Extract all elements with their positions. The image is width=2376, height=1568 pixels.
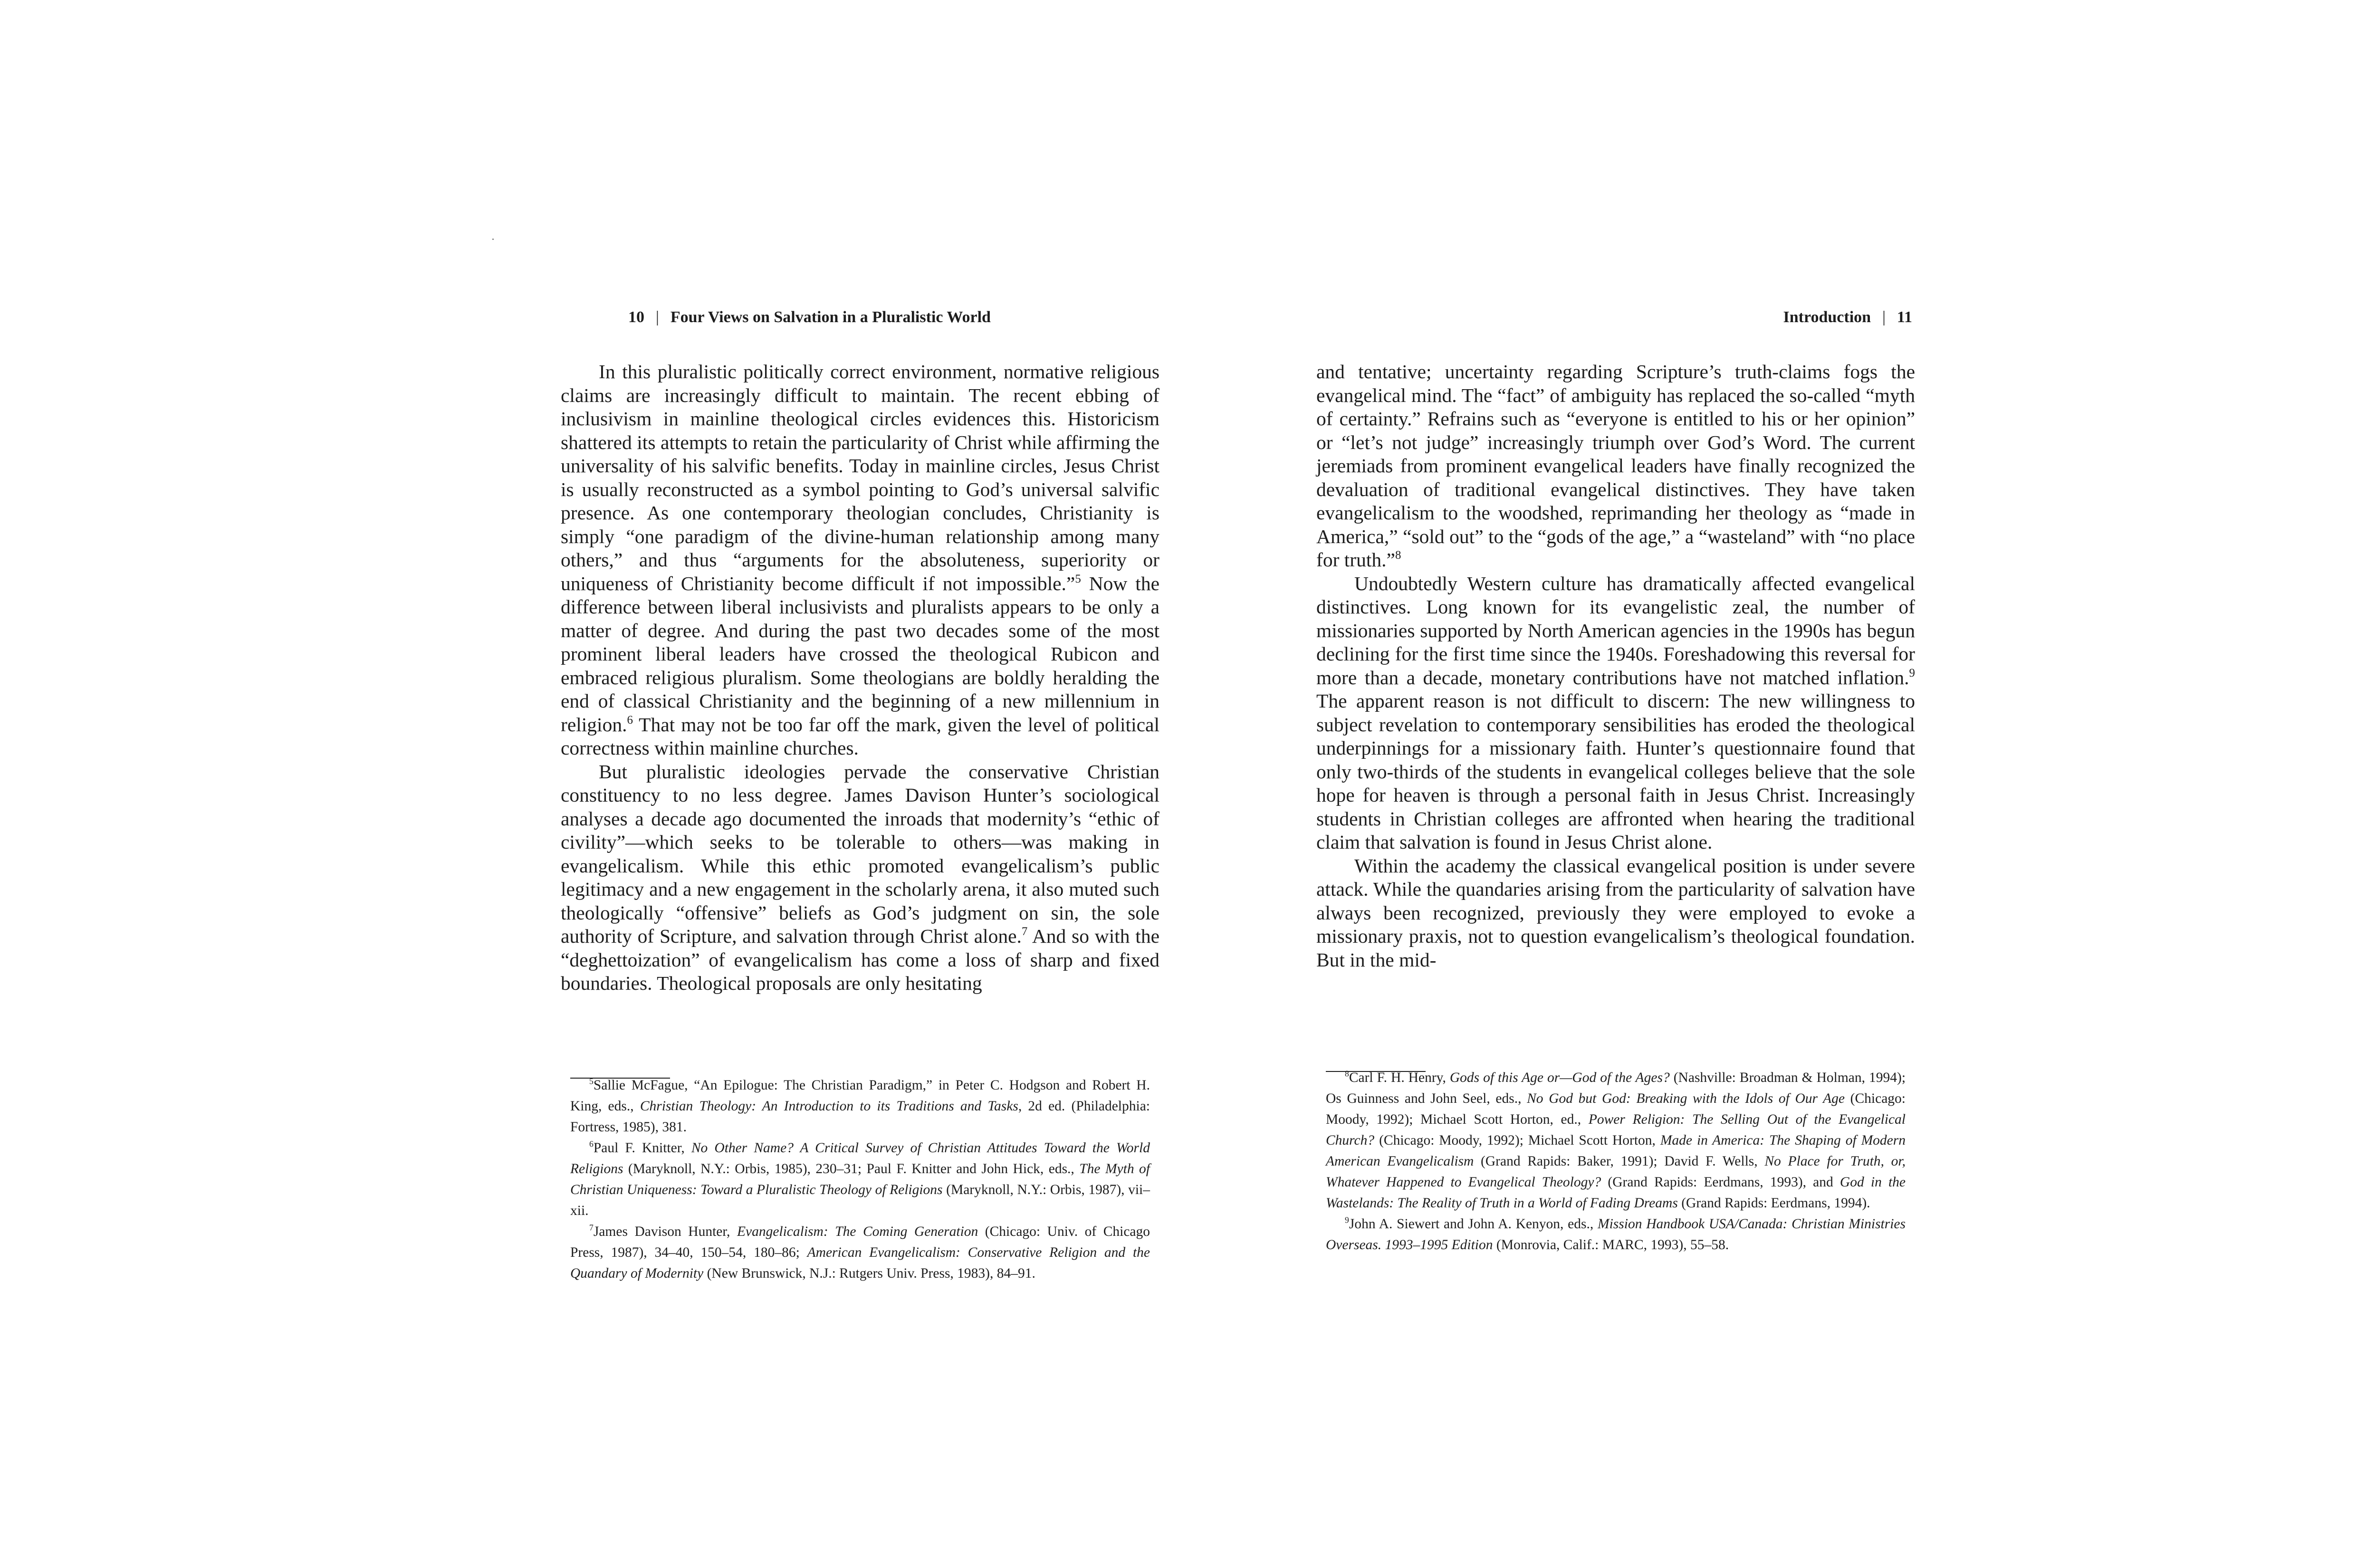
text-run: (Maryknoll, N.Y.: Orbis, 1985), 230–31; Paul F. Knitter and John Hick, eds., — [623, 1161, 1080, 1176]
work-title: Christian Theology: An Introduction to its Traditions and Tasks — [640, 1099, 1018, 1114]
right-page — [1316, 0, 1915, 1568]
footnote-number: 5 — [589, 1076, 594, 1086]
text-run: , 2d ed. (Philadelphia: Fortress, 1985), 381. — [570, 1099, 1150, 1135]
footnote — [570, 1075, 1150, 1138]
body-paragraph — [1316, 572, 1915, 854]
footnote — [1326, 1067, 1906, 1214]
text-run: (Grand Rapids: Baker, 1991); David F. Wells, — [1474, 1154, 1765, 1169]
text-run: Now the difference between liberal inclusivists and pluralists appears to be only a matter of degree. And during the past two decades some of the most prominent liberal leaders have crossed the theological Rubicon and embraced religious pluralism. Some theologians are boldly heralding the end of classical Christianity and the beginning of a new millennium in religion. — [561, 572, 1159, 736]
footnote-reference: 9 — [1909, 666, 1915, 679]
work-title: Evangelicalism: The Coming Generation — [737, 1224, 978, 1239]
footnote — [570, 1221, 1150, 1284]
footnote-reference: 5 — [1075, 572, 1081, 585]
work-title: American Evangelicalism: Conservative Religion and the Quandary of Modernity — [570, 1245, 1150, 1281]
body-paragraph — [561, 360, 1159, 760]
footnote — [570, 1138, 1150, 1221]
footnote-number: 9 — [1345, 1215, 1349, 1225]
footnote-number: 8 — [1345, 1069, 1349, 1079]
text-run: Within the academy the classical evangelical position is under severe attack. While the quandaries arising from the particularity of salvation have always been recognized, previously they were employed to evoke a missionary praxis, not to question evangelicalism’s theological foundation. But in the mid- — [1316, 854, 1915, 971]
text-run: James Davison Hunter, — [593, 1224, 737, 1239]
footnote-number: 7 — [589, 1223, 594, 1233]
work-title: Gods of this Age or—God of the Ages? — [1449, 1070, 1670, 1085]
body-paragraph — [1316, 854, 1915, 972]
footnote — [1326, 1214, 1906, 1255]
work-title: Made in America: The Shaping of Modern American Evangelicalism — [1326, 1133, 1906, 1169]
right-footnotes — [1326, 1067, 1906, 1255]
left-page — [561, 0, 1159, 1568]
text-run: That may not be too far off the mark, given the level of political correctness within mainline churches. — [561, 713, 1159, 759]
text-run: Sallie McFague, “An Epilogue: The Christian Paradigm,” in Peter C. Hodgson and Robert H. King, eds., — [570, 1078, 1150, 1114]
text-run: (Nashville: Broadman & Holman, 1994); Os Guinness and John Seel, eds., — [1326, 1070, 1906, 1106]
scan-speck — [492, 239, 494, 240]
body-paragraph — [561, 760, 1159, 995]
work-title: God in the Wastelands: The Reality of Truth in a World of Fading Dreams — [1326, 1175, 1906, 1211]
left-footnotes — [570, 1075, 1150, 1284]
footnote-reference: 7 — [1021, 925, 1028, 938]
body-paragraph — [1316, 360, 1915, 572]
text-run: (Grand Rapids: Eerdmans, 1994). — [1677, 1195, 1870, 1211]
work-title: Power Religion: The Selling Out of the Evangelical Church? — [1326, 1112, 1906, 1148]
text-run: But pluralistic ideologies pervade the conservative Christian constituency to no less degree. James Davison Hunter’s sociological analyses a decade ago documented the inroads that modernity’s “ethic of civility”—which seeks to be tolerable to others—was making in evangelicalism. While this ethic promoted evangelicalism’s public legitimacy and a new engagement in the scholarly arena, it also muted such theologically “offensive” beliefs as God’s judgment on sin, the sole authority of Scripture, and salvation through Christ alone. — [561, 760, 1159, 947]
left-page-number: 10 — [628, 308, 644, 326]
text-run: (Chicago: Moody, 1992); Michael Scott Horton, ed., — [1326, 1091, 1906, 1127]
text-run: (Chicago: Univ. of Chicago Press, 1987), 34–40, 150–54, 180–86; — [570, 1224, 1150, 1260]
right-header-separator: | — [1882, 308, 1886, 326]
footnote-reference: 6 — [627, 713, 633, 727]
left-running-head — [628, 308, 1159, 327]
right-body-text — [1316, 360, 1915, 972]
footnote-number: 6 — [589, 1139, 594, 1149]
chapter-title: Introduction — [1783, 308, 1871, 326]
work-title: Mission Handbook USA/Canada: Christian Ministries Overseas. 1993–1995 Edition — [1326, 1216, 1906, 1252]
text-run: (Monrovia, Calif.: MARC, 1993), 55–58. — [1493, 1237, 1729, 1252]
footnote-reference: 8 — [1395, 548, 1401, 562]
text-run: (Chicago: Moody, 1992); Michael Scott Horton, — [1374, 1133, 1660, 1148]
text-run: Undoubtedly Western culture has dramatically affected evangelical distinctives. Long known for its evangelistic zeal, the number of missionaries supported by North American agencies in the 1990s has begun declining for the first time since the 1940s. Foreshadowing this reversal for more than a decade, monetary contributions have not matched inflation. — [1316, 572, 1915, 688]
text-run: And so with the “deghettoization” of evangelicalism has come a loss of sharp and fixed boundaries. Theological proposals are only hesitating — [561, 925, 1160, 994]
text-run: The apparent reason is not difficult to discern: The new willingness to subject revelation to contemporary sensibilities has eroded the theological underpinnings for a missionary faith. Hunter’s questionnaire found that only two-thirds of the students in evangelical colleges believe that the sole hope for heaven is through a personal faith in Jesus Christ. Increasingly students in Christian colleges are affronted when hearing the traditional claim that salvation is found in Jesus Christ alone. — [1316, 690, 1915, 853]
book-title: Four Views on Salvation in a Pluralistic World — [670, 308, 991, 326]
left-header-separator: | — [656, 308, 659, 326]
text-run: Paul F. Knitter, — [593, 1140, 691, 1156]
right-running-head — [1316, 308, 1915, 327]
left-body-text — [561, 360, 1159, 995]
text-run: (Maryknoll, N.Y.: Orbis, 1987), vii–xii. — [570, 1182, 1150, 1218]
text-run: and tentative; uncertainty regarding Scripture’s truth-claims fogs the evangelical mind. The “fact” of ambiguity has replaced the so-called “myth of certainty.” Refrains such as “everyone is entitled to his or her opinion” or “let’s not judge” increasingly triumph over God’s Word. The current jeremiads from prominent evangelical leaders have finally recognized the devaluation of traditional evangelical distinctives. They have taken evangelicalism to the woodshed, reprimanding her theology as “made in America,” “sold out” to the “gods of the age,” a “wasteland” with “no place for truth.” — [1316, 361, 1915, 571]
text-run: John A. Siewert and John A. Kenyon, eds., — [1349, 1216, 1598, 1232]
work-title: No Other Name? A Critical Survey of Christian Attitudes Toward the World Religions — [570, 1140, 1150, 1176]
text-run: In this pluralistic politically correct environment, normative religious claims are increasingly difficult to maintain. The recent ebbing of inclusivism in mainline theological circles evidences this. Historicism shattered its attempts to retain the particularity of Christ while affirming the universality of his salvific benefits. Today in mainline circles, Jesus Christ is usually reconstructed as a symbol pointing to God’s universal salvific presence. As one contemporary theologian concludes, Christianity is simply “one paradigm of the divine-human relationship among many others,” and thus “arguments for the absoluteness, superiority or uniqueness of Christianity become difficult if not impossible.” — [561, 361, 1159, 594]
text-run: Carl F. H. Henry, — [1349, 1070, 1450, 1085]
work-title: No God but God: Breaking with the Idols of Our Age — [1527, 1091, 1845, 1106]
right-page-number: 11 — [1897, 308, 1912, 326]
text-run: (New Brunswick, N.J.: Rutgers Univ. Press, 1983), 84–91. — [703, 1266, 1035, 1281]
work-title: No Place for Truth, or, Whatever Happened to Evangelical Theology? — [1326, 1154, 1906, 1190]
work-title: The Myth of Christian Uniqueness: Toward a Pluralistic Theology of Religions — [570, 1161, 1150, 1197]
text-run: (Grand Rapids: Eerdmans, 1993), and — [1601, 1175, 1840, 1190]
